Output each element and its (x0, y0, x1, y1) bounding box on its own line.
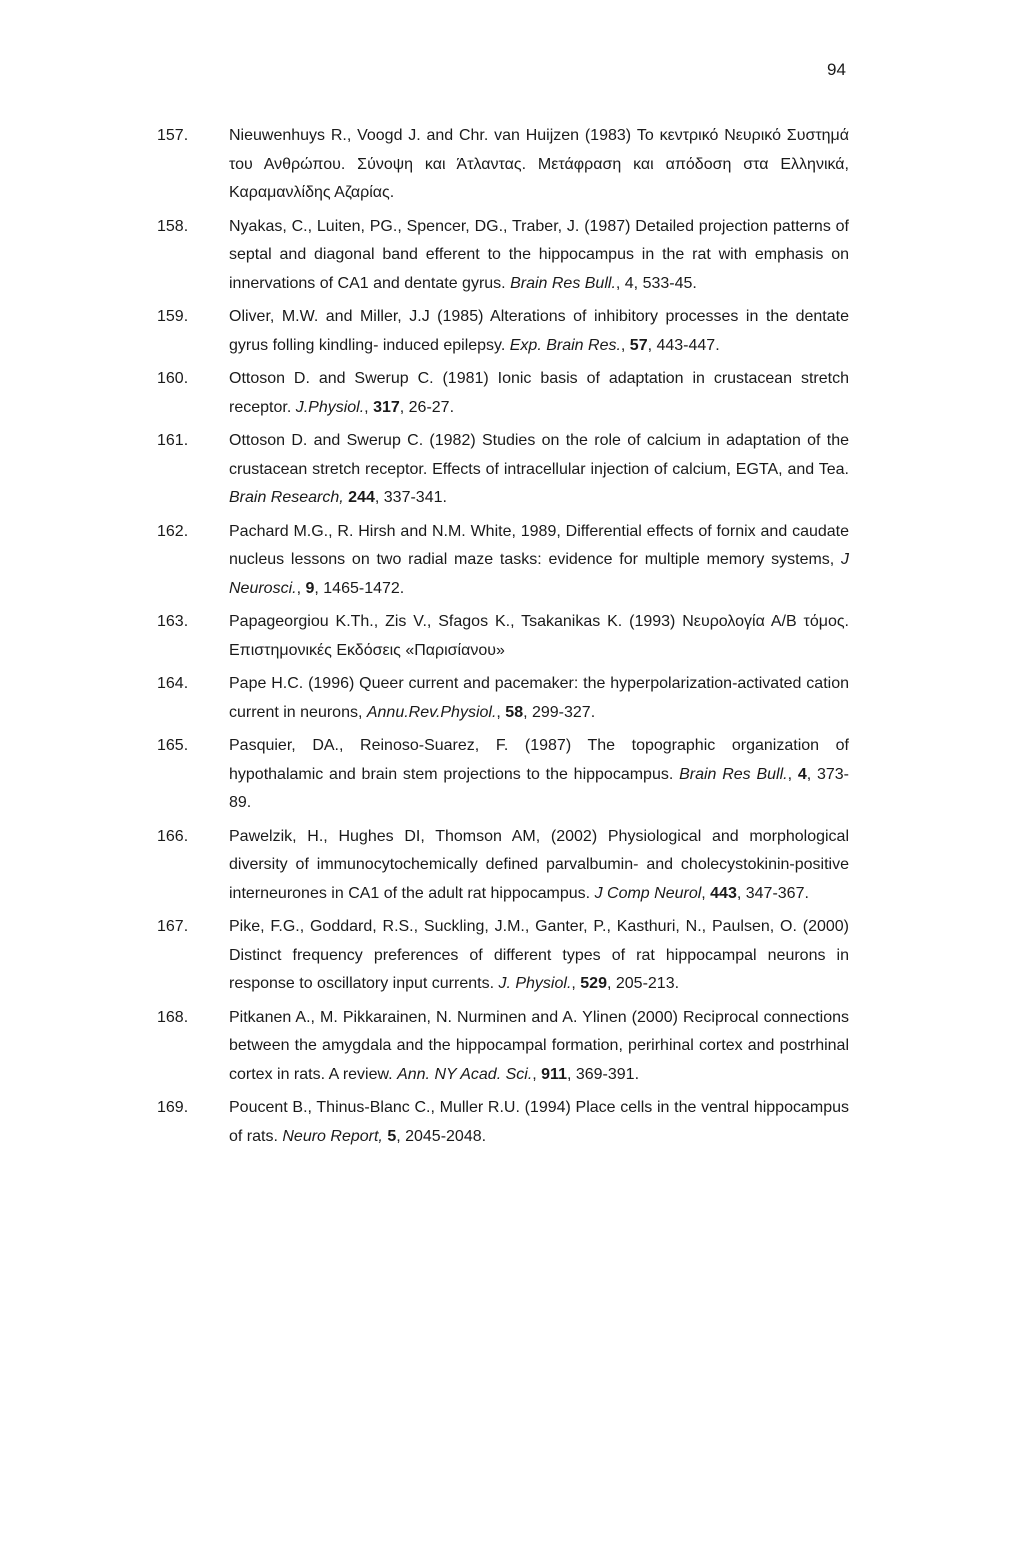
reference-segment: Ottoson D. and Swerup C. (1981) Ionic basis of adaptation in crustacean stretch receptor. (229, 370, 849, 416)
reference-volume: 58 (505, 703, 524, 721)
reference-segment: , (296, 579, 306, 597)
reference-segment: , 205-213. (606, 975, 680, 992)
reference-volume: 317 (373, 398, 400, 416)
reference-text (229, 823, 849, 909)
reference-number: 161. (157, 432, 189, 449)
reference-segment: Pitkanen A., M. Pikkarainen, N. Nurminen and A. Ylinen (2000) Reciprocal connections between the amygdala and the hippocampal formation, perirhinal cortex and postrhinal cortex in rats. A review. (229, 1008, 849, 1083)
reference-number: 167. (157, 918, 189, 935)
reference-number: 163. (157, 613, 189, 630)
reference-segment: Pasquier, DA., Reinoso-Suarez, F. (1987) The topographic organization of hypothalamic and brain stem projections to the hippocampus. (229, 737, 849, 783)
reference-segment: , 347-367. (736, 884, 809, 902)
reference-segment: , (701, 884, 711, 902)
reference-number: 164. (157, 675, 189, 692)
reference-text (229, 518, 849, 604)
reference-item (0, 608, 1024, 665)
reference-number: 158. (157, 217, 189, 235)
reference-source: Brain Research, (229, 489, 344, 506)
reference-volume: 5 (387, 1127, 397, 1145)
reference-segment: , 299-327. (523, 703, 596, 721)
reference-number: 159. (157, 308, 189, 325)
reference-segment: Pape H.C. (1996) Queer current and pacemaker: the hyperpolarization-activated cation current in neurons, (229, 675, 849, 721)
reference-number: 162. (157, 522, 189, 540)
reference-source: Neuro Report, (282, 1127, 383, 1145)
reference-volume: 443 (710, 884, 737, 902)
reference-item (0, 365, 1024, 422)
reference-segment: , 4, 533-45. (615, 274, 697, 292)
reference-text (229, 213, 849, 299)
reference-segment: , (532, 1065, 542, 1083)
reference-item (0, 732, 1024, 818)
reference-segment: Pachard M.G., R. Hirsh and N.M. White, 1989, Differential effects of fornix and caudate nucleus lessons on two radial maze tasks: evidence for multiple memory systems, (229, 522, 849, 568)
reference-item (0, 670, 1024, 727)
reference-segment: , 26-27. (399, 398, 455, 416)
reference-text (229, 365, 849, 422)
reference-source: Annu.Rev.Physiol. (366, 703, 497, 721)
reference-item (0, 427, 1024, 513)
reference-number: 168. (157, 1008, 189, 1026)
page-number: 94 (827, 60, 846, 79)
reference-segment: , 369-391. (566, 1065, 640, 1083)
reference-item (0, 303, 1024, 360)
reference-volume: 4 (797, 765, 807, 783)
reference-source: J.Physiol. (295, 398, 365, 416)
reference-segment: , (496, 703, 506, 721)
reference-segment: , (571, 975, 581, 992)
reference-source: Exp. Brain Res. (509, 336, 621, 354)
reference-text (229, 608, 849, 665)
reference-item (0, 213, 1024, 299)
reference-volume: 911 (541, 1065, 567, 1083)
reference-text (229, 913, 849, 999)
reference-number: 169. (157, 1099, 189, 1116)
reference-item (0, 1094, 1024, 1151)
reference-source: Ann. NY Acad. Sci. (397, 1065, 533, 1083)
reference-item (0, 518, 1024, 604)
reference-volume: 9 (305, 579, 315, 597)
reference-text (229, 732, 849, 818)
reference-volume: 244 (348, 489, 375, 506)
reference-segment: , 2045-2048. (396, 1127, 487, 1145)
reference-number: 165. (157, 737, 189, 754)
reference-item (0, 913, 1024, 999)
reference-source: Brain Res Bull. (679, 765, 788, 783)
reference-segment: , (364, 398, 374, 416)
reference-segment: , (787, 765, 798, 783)
reference-item (0, 122, 1024, 208)
reference-text (229, 670, 849, 727)
reference-source: Brain Res Bull. (510, 274, 616, 292)
reference-number: 157. (157, 127, 189, 144)
reference-text (229, 427, 849, 513)
reference-segment: Nieuwenhuys R., Voogd J. and Chr. van Huijzen (1983) Το κεντρικό Νευρικό Συστημά του Ανθρώπου. Σύνοψη και Άτλαντας. Μετάφραση και απόδοση στα Ελληνικά, Καραμανλίδης Αζαρίας. (229, 127, 849, 201)
reference-source: J Neurosci. (229, 551, 849, 597)
reference-item (0, 823, 1024, 909)
reference-source: J Comp Neurol (594, 884, 702, 902)
reference-segment: Ottoson D. and Swerup C. (1982) Studies on the role of calcium in adaptation of the crustacean stretch receptor. Effects of intracellular injection of calcium, EGTA, and Tea. (229, 432, 849, 478)
reference-segment: , 443-447. (647, 336, 720, 354)
reference-volume: 529 (580, 975, 607, 992)
reference-segment: , 373-89. (229, 765, 850, 811)
reference-text (229, 122, 849, 208)
reference-segment: Nyakas, C., Luiten, PG., Spencer, DG., Traber, J. (1987) Detailed projection patterns of septal and diagonal band efferent to the hippocampus in the rat with emphasis on innervations of CA1 and dentate gyrus. (229, 217, 849, 292)
reference-list (0, 122, 1024, 1151)
reference-segment: Poucent B., Thinus-Blanc C., Muller R.U. (1994) Place cells in the ventral hippocampus of rats. (229, 1099, 849, 1145)
reference-volume: 57 (629, 336, 648, 354)
reference-source: J. Physiol. (498, 975, 572, 992)
reference-item (0, 1004, 1024, 1090)
reference-number: 166. (157, 827, 189, 845)
reference-segment: Pike, F.G., Goddard, R.S., Suckling, J.M., Ganter, P., Kasthuri, N., Paulsen, O. (2000) Distinct frequency preferences of different types of rat hippocampal neurons in response to oscillatory input currents. (229, 918, 849, 992)
reference-segment: , 337-341. (374, 489, 447, 506)
reference-text (229, 1004, 849, 1090)
reference-segment: , (620, 336, 630, 354)
reference-segment: Papageorgiou K.Th., Zis V., Sfagos K., Tsakanikas K. (1993) Νευρολογία Α/Β τόμος. Επιστημονικές Εκδόσεις «Παρισίανου» (229, 613, 849, 659)
reference-number: 160. (157, 370, 189, 387)
reference-text (229, 303, 849, 360)
reference-segment: , 1465-1472. (314, 579, 405, 597)
reference-text (229, 1094, 849, 1151)
reference-segment: Oliver, M.W. and Miller, J.J (1985) Alterations of inhibitory processes in the dentate gyrus folling kindling- induced epilepsy. (229, 308, 849, 354)
reference-segment: Pawelzik, H., Hughes DI, Thomson AM, (2002) Physiological and morphological diversity of immunocytochemically defined parvalbumin- and cholecystokinin-positive interneurones in CA1 of the adult rat hippocampus. (229, 827, 849, 902)
